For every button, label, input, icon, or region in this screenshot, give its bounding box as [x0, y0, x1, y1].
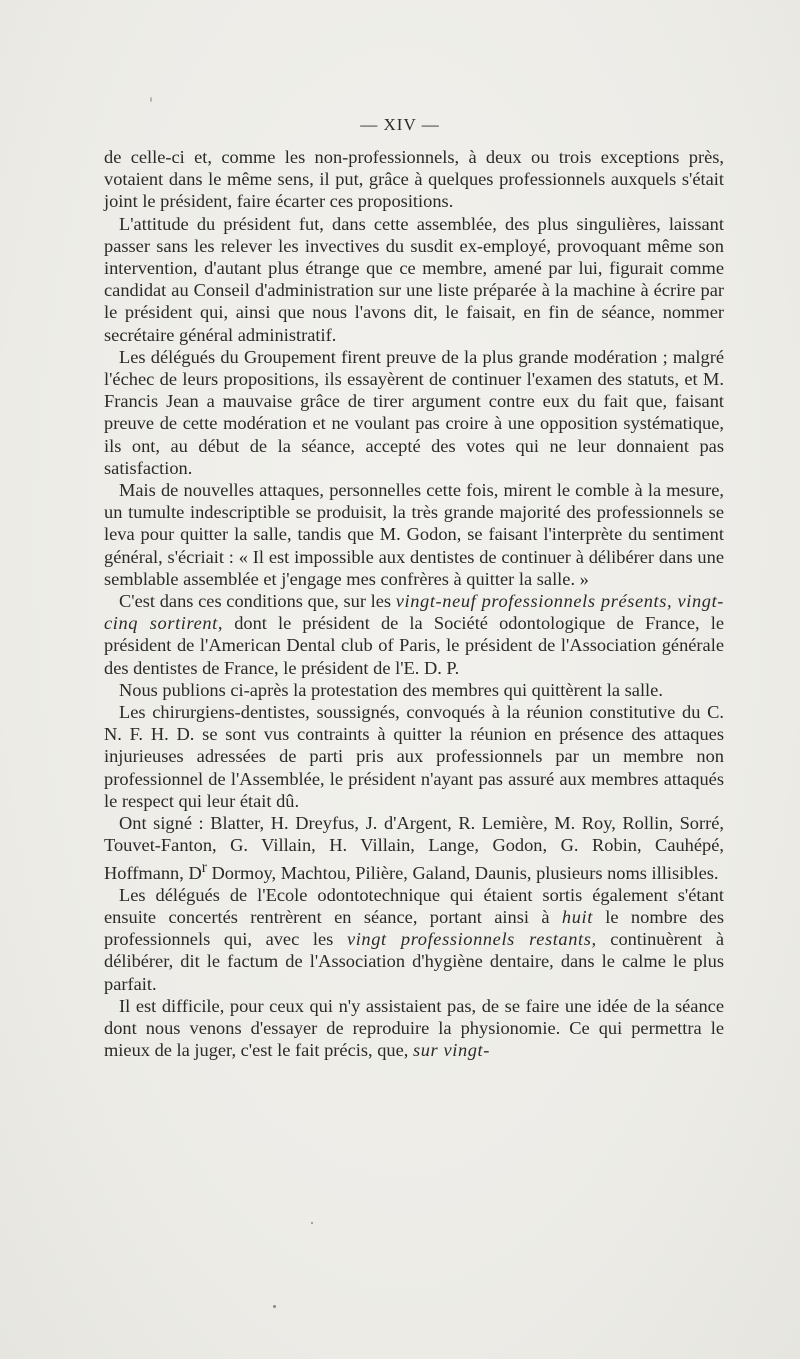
paragraph-9	[104, 884, 724, 995]
paragraph-9-text-before: Les délégués de l'Ecole odontotechnique qui étaient sortis également s'étant ensuite concertés rentrèrent en séance, portant ainsi à	[104, 884, 724, 928]
paper-speck	[273, 1305, 276, 1308]
paragraph-5-emphasis: vingt-neuf professionnels présents, vingt-cinq sortirent,	[104, 591, 724, 634]
paragraph-4: Mais de nouvelles attaques, personnelles cette fois, mirent le comble à la mesure, un tumulte indescriptible se produisit, la très grande majorité des professionnels se leva pour quitter la salle, tandis que M. Godon, se faisant l'interprète du sentiment général, s'écriait : « Il est impossible aux dentistes de continuer à délibérer dans une semblable assemblée et j'engage mes confrères à quitter la salle. »	[104, 480, 724, 589]
paragraph-3: Les délégués du Groupement firent preuve de la plus grande modération ; malgré l'échec de leurs propositions, ils essayèrent de continuer l'examen des statuts, et M. Francis Jean a mauvaise grâce de tirer argument contre eux du fait que, faisant preuve de cette modération et ne voulant pas croire à une opposition systématique, ils ont, au début de la séance, accepté des votes qui ne leur donnaient pas satisfaction.	[104, 346, 724, 478]
paragraph-9-text-middle: le nombre des professionnels qui, avec les	[104, 907, 724, 950]
body-text	[104, 146, 724, 1061]
paragraph-9-emphasis-1: huit	[561, 907, 593, 928]
paragraph-8-superscript: r	[201, 858, 207, 876]
page-number-header: — XIV —	[360, 115, 440, 134]
paragraph-1: de celle-ci et, comme les non-professionnels, à deux ou trois exceptions près, votaient dans le même sens, il put, grâce à quelques professionnels auxquels s'était joint le président, faire écarter ces propositions.	[104, 147, 724, 212]
paragraph-5	[104, 590, 724, 679]
paragraph-9-text-after: continuèrent à délibérer, dit le factum de l'Association d'hygiène dentaire, dans le calme le plus parfait.	[104, 929, 725, 994]
paragraph-9-emphasis-2: vingt professionnels restants,	[346, 929, 597, 950]
paragraph-5-text-before: C'est dans ces conditions que, sur les	[119, 591, 396, 612]
paragraph-2: L'attitude du président fut, dans cette assemblée, des plus singulières, laissant passer sans les relever les invectives du susdit ex-employé, provoquant même son intervention, d'autant plus étrange que ce membre, amené par lui, figurait comme candidat au Conseil d'administration sur une liste préparée à la machine à écrire par le président qui, ainsi que nous l'avons dit, le faisait, en fin de séance, nommer secrétaire général administratif.	[104, 213, 724, 345]
paragraph-5-text-after: dont le président de la Société odontologique de France, le président de l'American Dental club of Paris, le président de l'Association générale des dentistes de France, le président de l'E. D. P.	[104, 613, 724, 678]
paragraph-10-text-before: Il est difficile, pour ceux qui n'y assistaient pas, de se faire une idée de la séance dont nous venons d'essayer de reproduire la physionomie. Ce qui permettra le mieux de la juger, c'est le fait précis, que,	[104, 995, 724, 1061]
paragraph-8-text-before: Ont signé : Blatter, H. Dreyfus, J. d'Argent, R. Lemière, M. Roy, Rollin, Sorré, Touvet-Fanton, G. Villain, H. Villain, Lange, Godon, G. Robin, Cauhépé, Hoffmann, D	[104, 813, 724, 883]
paragraph-8	[104, 812, 724, 884]
paper-speck	[311, 1222, 313, 1224]
paragraph-10-emphasis: sur vingt-	[412, 1040, 490, 1061]
paragraph-6: Nous publions ci-après la protestation des membres qui quittèrent la salle.	[119, 679, 663, 700]
paper-speck	[150, 97, 152, 102]
paragraph-7: Les chirurgiens-dentistes, soussignés, convoqués à la réunion constitutive du C. N. F. H. D. se sont vus contraints à quitter la réunion en présence des attaques injurieuses adressées de parti pris aux professionnels par un membre non professionnel de l'Assemblée, le président n'ayant pas assuré aux membres attaqués le respect qui leur était dû.	[104, 702, 724, 811]
paragraph-10	[104, 995, 724, 1062]
paragraph-8-text-after: Dormoy, Machtou, Pilière, Galand, Daunis, plusieurs noms illisibles.	[206, 862, 719, 883]
